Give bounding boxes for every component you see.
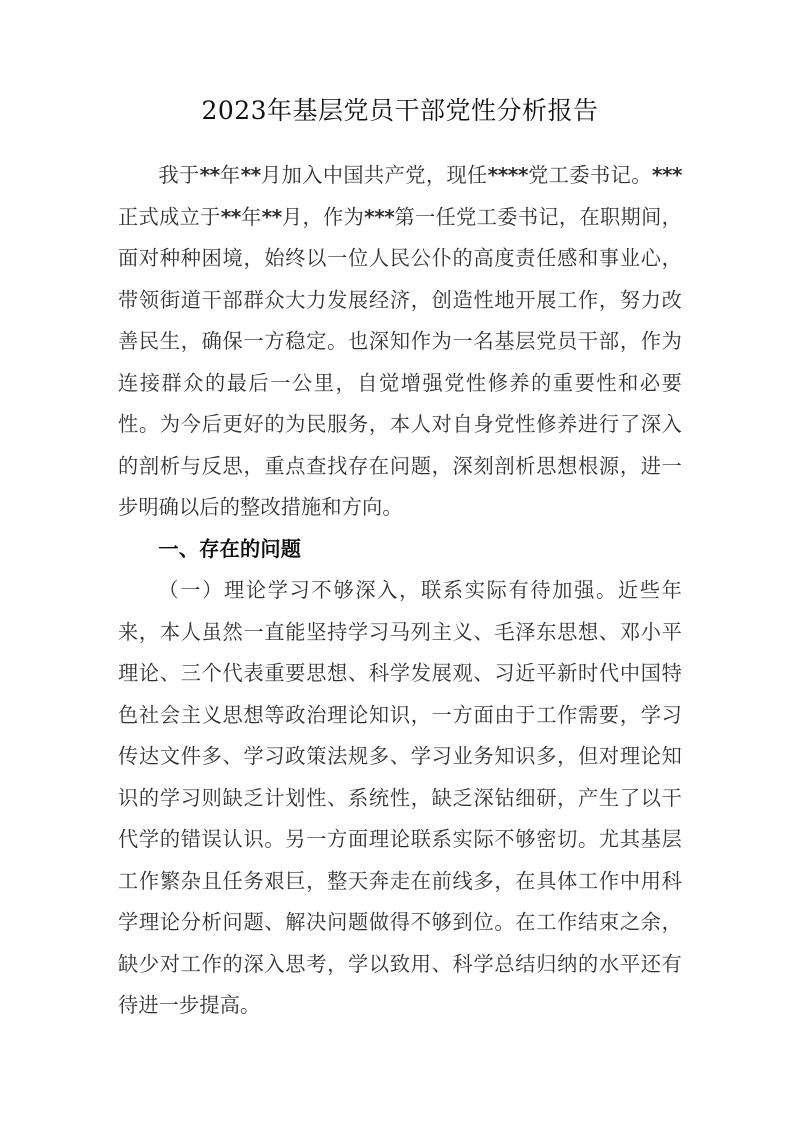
page-title: 2023年基层党员干部党性分析报告	[201, 96, 599, 125]
redaction-asterisks: ***	[364, 204, 395, 229]
problem-item-1-paragraph: （一）理论学习不够深入，联系实际有待加强。近些年来，本人虽然一直能坚持学习马列主义、毛泽东思想、邓小平理论、三个代表重要思想、科学发展观、习近平新时代中国特色社会主义思想等政治理论知识，一方面由于工作需要，学习传达文件多、学习政策法规多、学习业务知识多，但对理论知识的学习则缺乏计划性、系统性，缺乏深钻细研，产生了以干代学的错误认识。另一方面理论联系实际不够密切。尤其基层工作繁杂且任务艰巨，整天奔走在前线多，在具体工作中用科学理论分析问题、解决问题做得不够到位。在工作结束之余，缺少对工作的深入思考，学以致用、科学总结归纳的水平还有待进一步提高。	[118, 578, 682, 1017]
section-heading-problems: 一、存在的问题	[158, 536, 302, 561]
document-body	[118, 155, 682, 1027]
intro-paragraph: 我于**年**月加入中国共产党，现任****党工委书记。***正式成立于**年**月，作为***第一任党工委书记，在职期间，面对种种困境，始终以一位人民公仆的高度责任感和事业心，带领街道干部群众大力发展经济，创造性地开展工作，努力改善民生，确保一方稳定。也深知作为一名基层党员干部，作为连接群众的最后一公里，自觉增强党性修养的重要性和必要性。为今后更好的为民服务，本人对自身党性修养进行了深入的剖析与反思，重点查找存在问题，深刻剖析思想根源，进一步明确以后的整改措施和方向。	[118, 163, 682, 519]
redaction-asterisks: **	[240, 163, 261, 187]
redaction-asterisks: ***	[651, 163, 682, 187]
redaction-asterisks: **	[199, 163, 220, 187]
redaction-asterisks: **	[220, 204, 241, 229]
redaction-asterisks: ****	[487, 163, 528, 187]
redaction-asterisks: **	[261, 204, 282, 229]
